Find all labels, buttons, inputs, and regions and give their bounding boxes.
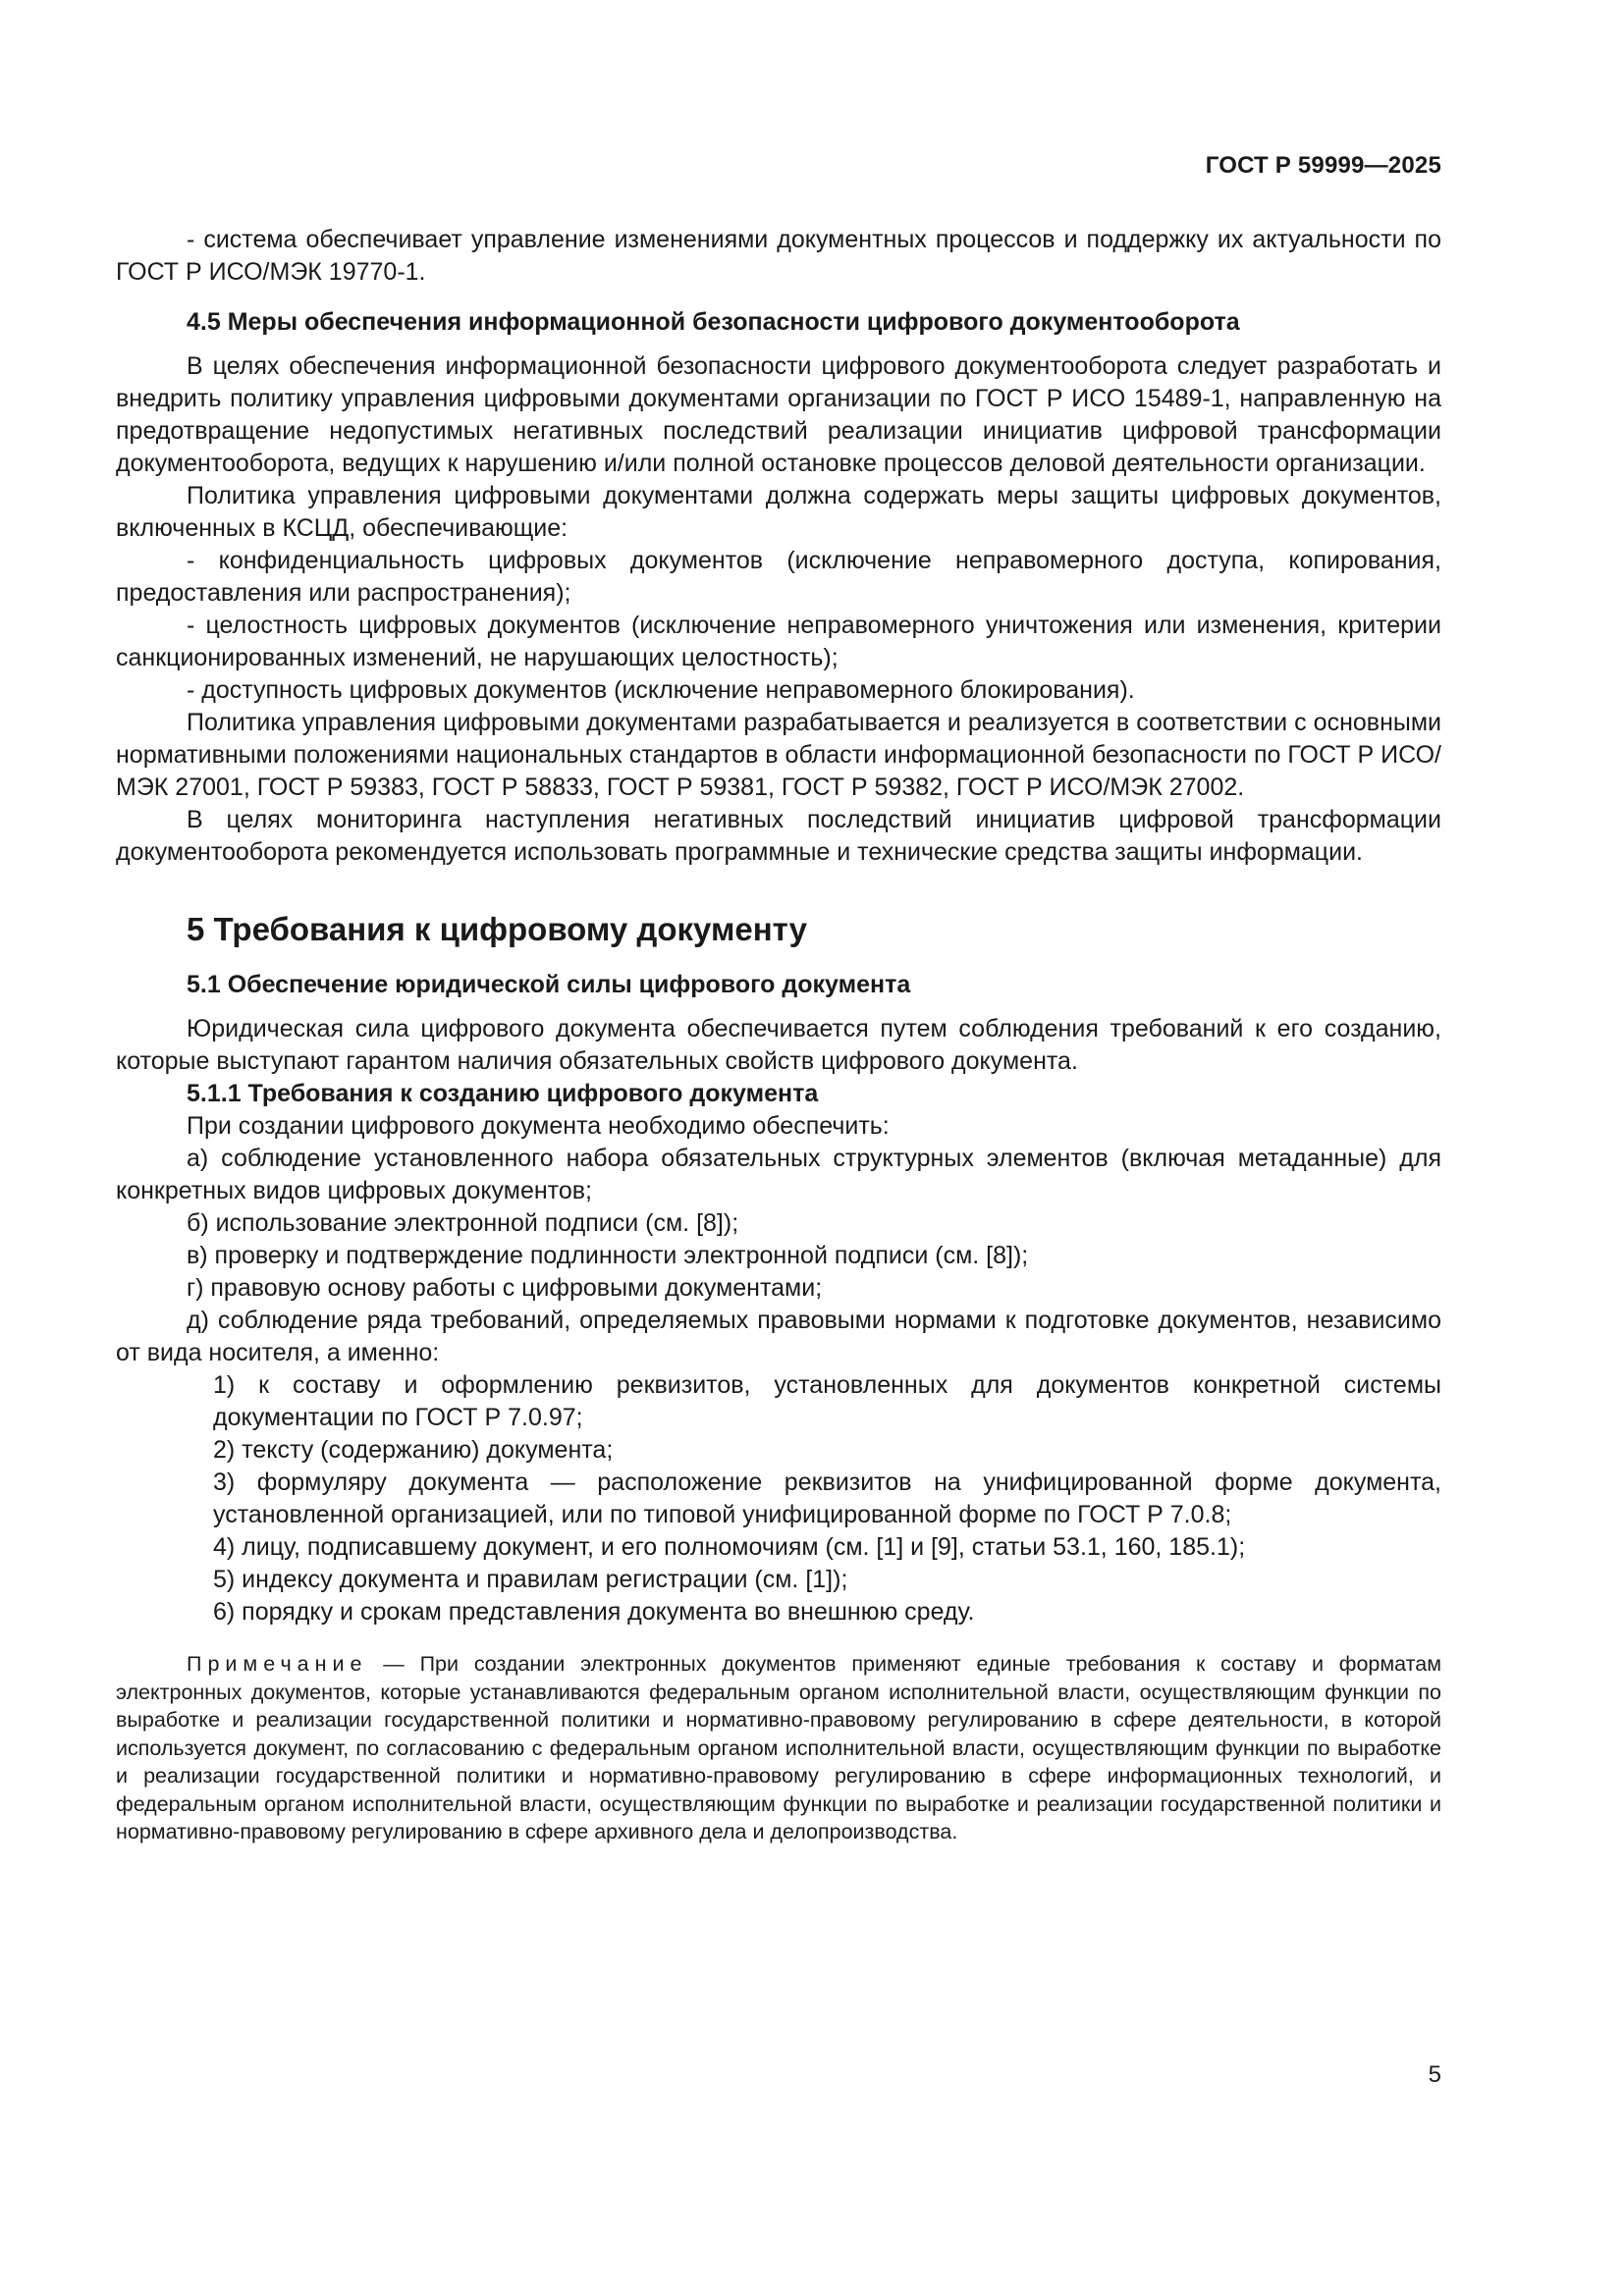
sub-item-6: 6) порядку и срокам представления документа во внешнюю среду. [213,1598,975,1626]
note-text: — При создании электронных документов применяют единые требования к составу и форматам электронных документов, которые устанавливаются федеральным органом исполнительной власти, осуществляющим функции по выработке и реализации государственной политики и нормативно-правовому регулированию в сфере деятельности, в которой используется документ, по согласованию с федеральным органом исполнительной власти, осуществляющим функции по выработке и реализации государственной политики и нормативно-правовому регулированию в сфере информационных технологий, и федеральным органом исполнительной власти, осуществляющим функции по выработке и реализации государственной политики и нормативно-правовому регулированию в сфере архивного дела и делопроизводства. [116,1652,1441,1843]
bullet-integrity: - целостность цифровых документов (исключение неправомерного уничтожения или изменения, критерии санкционированных изменений, не нарушающих целостность); [116,612,1441,671]
intro-paragraph: - система обеспечивает управление изменениями документных процессов и поддержку их актуальности по ГОСТ Р ИСО/МЭК 19770-1. [116,226,1441,286]
list-item-b: б) использование электронной подписи (см. [8]); [187,1209,739,1237]
document-code: ГОСТ Р 59999—2025 [1205,152,1441,179]
section-5-1-paragraph: Юридическая сила цифрового документа обеспечивается путем соблюдения требований к его созданию, которые выступают гарантом наличия обязательных свойств цифрового документа. [116,1015,1441,1075]
note-label: Примечание [187,1652,368,1676]
section-4-5-paragraph-1: В целях обеспечения информационной безопасности цифрового документооборота следует разработать и внедрить политику управления цифровыми документами организации по ГОСТ Р ИСО 15489-1, направленную на предотвращение недопустимых негативных последствий реализации инициатив цифровой трансформации документооборота, ведущих к нарушению и/или полной остановке процессов деловой деятельности организации. [116,352,1441,477]
list-item-c: в) проверку и подтверждение подлинности электронной подписи (см. [8]); [187,1242,1029,1269]
section-5-1-1-heading: 5.1.1 Требования к созданию цифрового документа [187,1080,819,1107]
section-4-5-paragraph-4: В целях мониторинга наступления негативных последствий инициатив цифровой трансформации документооборота рекомендуется использовать программные и технические средства защиты информации. [116,806,1441,866]
sub-item-3: 3) формуляру документа — расположение реквизитов на унифицированной форме документа, установленной организацией, или по типовой унифицированной форме по ГОСТ Р 7.0.8; [213,1468,1441,1528]
page-content [116,224,1441,1867]
bullet-availability: - доступность цифровых документов (исключение неправомерного блокирования). [187,676,1135,704]
sub-item-2: 2) тексту (содержанию) документа; [213,1436,614,1464]
bullet-confidentiality: - конфиденциальность цифровых документов (исключение неправомерного доступа, копирования, предоставления или распространения); [116,547,1441,607]
section-5-1-1-intro: При создании цифрового документа необходимо обеспечить: [187,1112,890,1140]
section-4-5-paragraph-2: Политика управления цифровыми документами должна содержать меры защиты цифровых документов, включенных в КСЦД, обеспечивающие: [116,482,1441,542]
sub-item-1: 1) к составу и оформлению реквизитов, установленных для документов конкретной системы документации по ГОСТ Р 7.0.97; [213,1371,1441,1431]
list-item-a: а) соблюдение установленного набора обязательных структурных элементов (включая метаданные) для конкретных видов цифровых документов; [116,1145,1441,1204]
list-item-d: г) правовую основу работы с цифровыми документами; [187,1274,823,1302]
list-item-e: д) соблюдение ряда требований, определяемых правовыми нормами к подготовке документов, независимо от вида носителя, а именно: [116,1307,1441,1366]
sub-item-4: 4) лицу, подписавшему документ, и его полномочиям (см. [1] и [9], статьи 53.1, 160, 185.1); [213,1533,1246,1561]
page-number: 5 [1428,2061,1441,2088]
sub-item-5: 5) индексу документа и правилам регистрации (см. [1]); [213,1566,848,1593]
section-4-5-paragraph-3: Политика управления цифровыми документами разрабатывается и реализуется в соответствии с основными нормативными положениями национальных стандартов в области информационной безопасности по ГОСТ Р ИСО/МЭК 27001, ГОСТ Р 59383, ГОСТ Р 58833, ГОСТ Р 59381, ГОСТ Р 59382, ГОСТ Р ИСО/МЭК 27002. [116,709,1441,801]
section-5-1-heading: 5.1 Обеспечение юридической силы цифрового документа [187,971,911,998]
section-5-heading: 5 Требования к цифровому документу [187,911,807,947]
section-4-5-heading: 4.5 Меры обеспечения информационной безопасности цифрового документооборота [187,308,1240,336]
note [116,1650,1441,1846]
